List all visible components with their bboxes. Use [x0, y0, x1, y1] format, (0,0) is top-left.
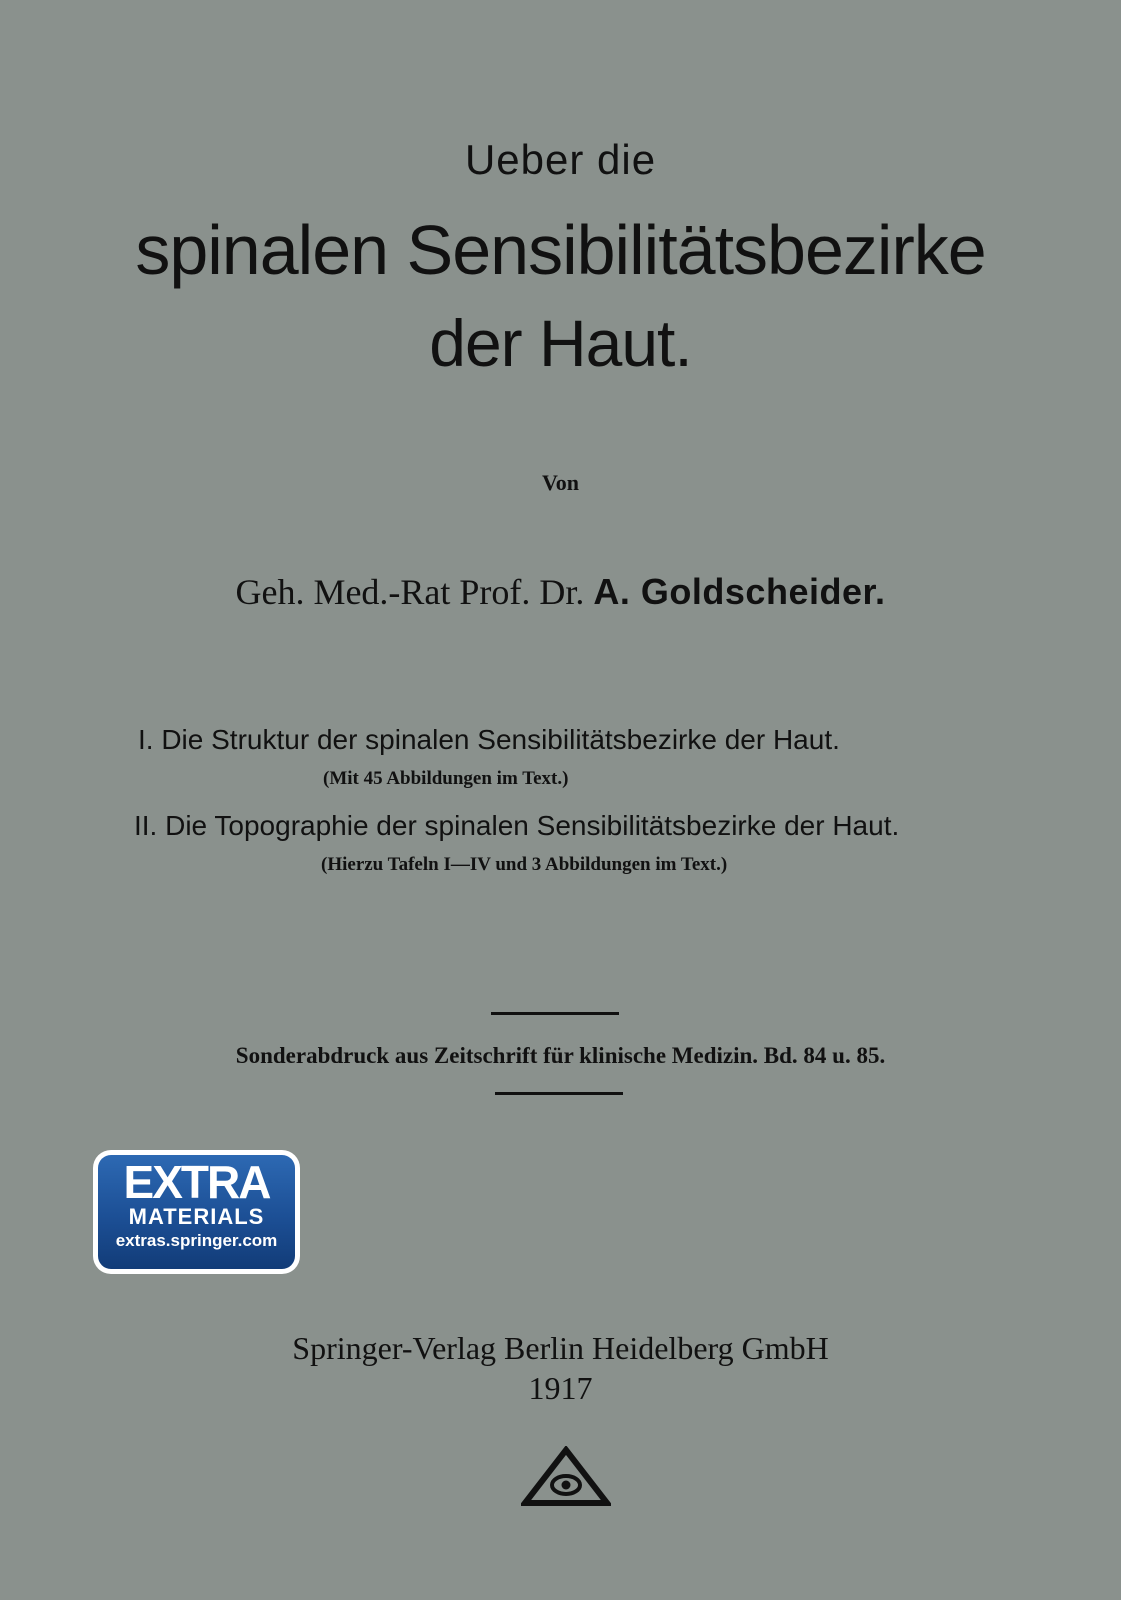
part-1-note: (Mit 45 Abbildungen im Text.): [323, 768, 569, 789]
title-pre: Ueber die: [464, 136, 657, 183]
author-name: A. Goldscheider.: [593, 571, 886, 612]
by-label: Von: [541, 470, 580, 495]
badge-url: extras.springer.com: [115, 1231, 278, 1250]
badge-panel: [98, 1155, 295, 1269]
springer-logo-icon: [521, 1446, 611, 1513]
divider-bottom: [495, 1092, 623, 1095]
part-2-note: (Hierzu Tafeln I—IV und 3 Abbildungen im Text.): [321, 854, 728, 875]
extra-materials-badge[interactable]: [93, 1150, 300, 1274]
part-2-title: II. Die Topographie der spinalen Sensibilitätsbezirke der Haut.: [134, 810, 900, 841]
divider-top: [491, 1012, 619, 1015]
publisher: Springer-Verlag Berlin Heidelberg GmbH: [292, 1330, 829, 1366]
title-sub: der Haut.: [429, 306, 692, 380]
source-note: Sonderabdruck aus Zeitschrift für klinische Medizin. Bd. 84 u. 85.: [235, 1043, 886, 1068]
page-title: spinalen Sensibilitätsbezirke: [135, 211, 986, 289]
author-prefix: Geh. Med.-Rat Prof. Dr.: [235, 572, 585, 612]
publication-year: 1917: [528, 1370, 593, 1406]
part-1-title: I. Die Struktur der spinalen Sensibilitätsbezirke der Haut.: [138, 724, 840, 755]
badge-extra-text: EXTRA: [123, 1156, 270, 1208]
author-line: [0, 571, 1121, 613]
badge-materials-text: MATERIALS: [128, 1204, 265, 1229]
